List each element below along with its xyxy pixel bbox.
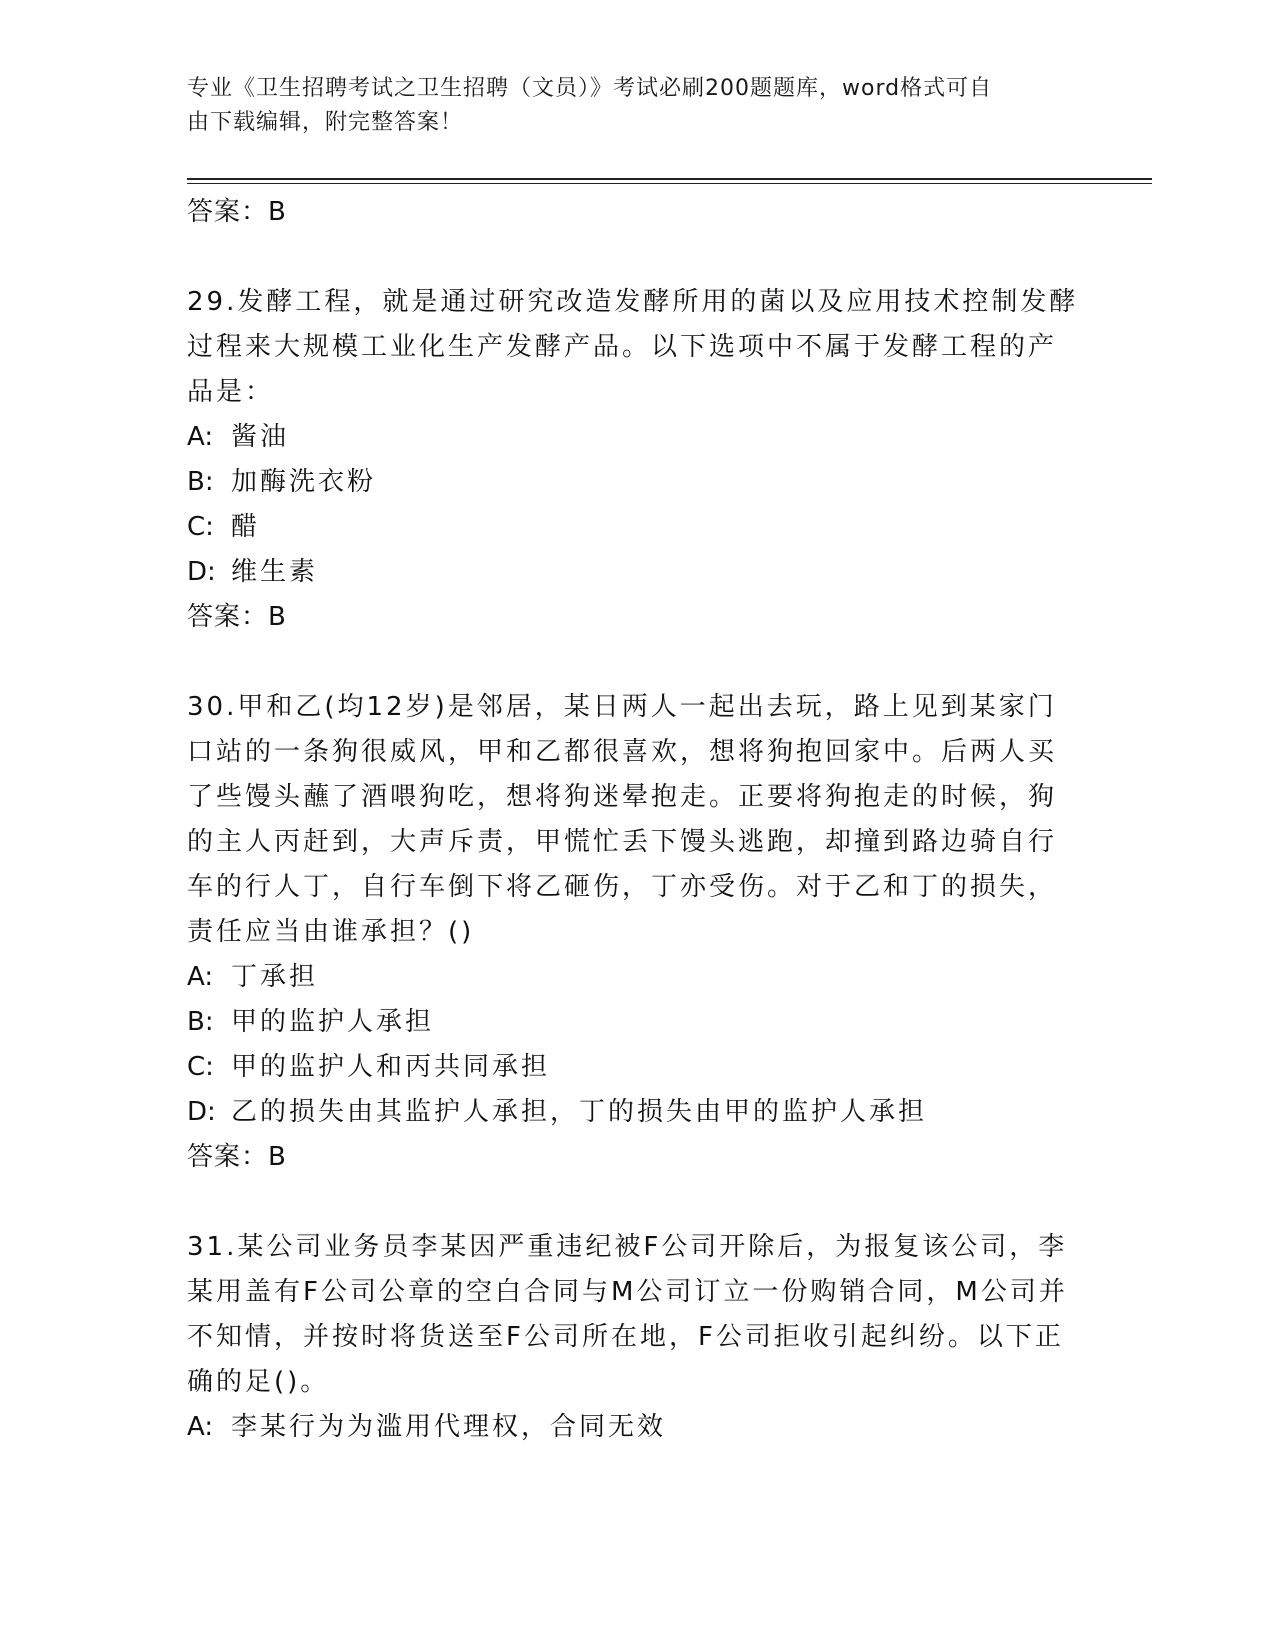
answer-line: 答案：B — [187, 1142, 287, 1172]
option-text: 李某行为为滥用代理权，合同无效 — [231, 1412, 667, 1442]
option-text: 醋 — [231, 512, 261, 542]
option-a — [187, 1405, 1087, 1450]
option-text: 丁承担 — [231, 962, 319, 992]
option-label: B: — [187, 467, 214, 497]
option-text: 维生素 — [231, 557, 319, 587]
option-text: 甲的监护人承担 — [231, 1007, 435, 1037]
answer-line: 答案：B — [187, 602, 287, 632]
option-c — [187, 1045, 1087, 1090]
question-list — [187, 190, 1087, 1450]
question-text-line: 不知情，并按时将货送至F公司所在地，F公司拒收引起纠纷。以下正 — [187, 1322, 1064, 1352]
option-d — [187, 550, 1087, 595]
option-a — [187, 955, 1087, 1000]
question-29 — [187, 280, 1087, 640]
header-rule-thin — [187, 183, 1152, 184]
option-text: 乙的损失由其监护人承担，丁的损失由甲的监护人承担 — [231, 1097, 928, 1127]
answer-line: 答案：B — [187, 197, 287, 227]
option-text: 酱油 — [231, 422, 290, 452]
spacer — [187, 235, 1087, 280]
option-label: A: — [187, 422, 214, 452]
question-text-line: 的主人丙赶到，大声斥责，甲慌忙丢下馒头逃跑，却撞到路边骑自行 — [187, 827, 1058, 857]
question-text-line: 责任应当由谁承担？() — [187, 917, 475, 947]
question-30 — [187, 685, 1087, 1180]
option-d — [187, 1090, 1087, 1135]
option-label: C: — [187, 512, 214, 542]
question-text-line: 31.某公司业务员李某因严重违纪被F公司开除后，为报复该公司，李 — [187, 1232, 1068, 1262]
option-text: 加酶洗衣粉 — [231, 467, 377, 497]
option-label: B: — [187, 1007, 214, 1037]
question-text-line: 了些馒头蘸了酒喂狗吃，想将狗迷晕抱走。正要将狗抱走的时候，狗 — [187, 782, 1058, 812]
document-header — [187, 72, 1087, 140]
option-label: D: — [187, 557, 216, 587]
header-rule-thick — [187, 178, 1152, 180]
question-text-line: 30.甲和乙(均12岁)是邻居，某日两人一起出去玩，路上见到某家门 — [187, 692, 1057, 722]
question-text-line: 口站的一条狗很威风，甲和乙都很喜欢，想将狗抱回家中。后两人买 — [187, 737, 1058, 767]
option-label: C: — [187, 1052, 214, 1082]
header-line-1: 专业《卫生招聘考试之卫生招聘（文员）》考试必刷200题题库，word格式可自 — [187, 76, 993, 101]
question-text-line: 过程来大规模工业化生产发酵产品。以下选项中不属于发酵工程的产 — [187, 332, 1058, 362]
option-b — [187, 460, 1087, 505]
question-text-line: 29.发酵工程，就是通过研究改造发酵所用的菌以及应用技术控制发酵 — [187, 287, 1079, 317]
question-text-line: 车的行人丁，自行车倒下将乙砸伤，丁亦受伤。对于乙和丁的损失， — [187, 872, 1058, 902]
option-label: D: — [187, 1097, 216, 1127]
spacer — [187, 1180, 1087, 1225]
question-text-line: 确的足()。 — [187, 1367, 330, 1397]
option-c — [187, 505, 1087, 550]
question-text-line: 某用盖有F公司公章的空白合同与M公司订立一份购销合同，M公司并 — [187, 1277, 1068, 1307]
spacer — [187, 640, 1087, 685]
option-label: A: — [187, 1412, 214, 1442]
option-a — [187, 415, 1087, 460]
question-31 — [187, 1225, 1087, 1450]
option-text: 甲的监护人和丙共同承担 — [231, 1052, 551, 1082]
option-b — [187, 1000, 1087, 1045]
question-text-line: 品是： — [187, 377, 275, 407]
header-line-2: 由下载编辑，附完整答案！ — [187, 110, 464, 135]
option-label: A: — [187, 962, 214, 992]
